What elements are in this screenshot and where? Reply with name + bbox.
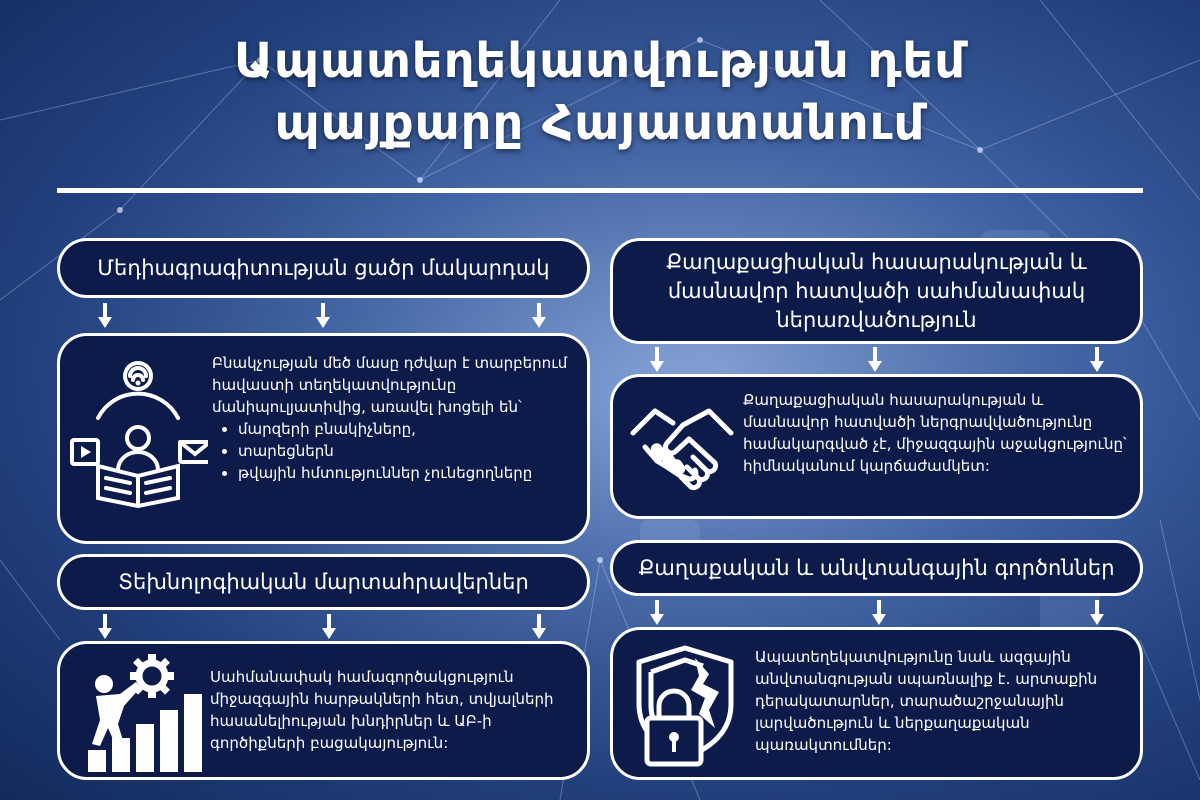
arrow-down-icon [96,303,114,329]
civil-society-text: Քաղաքացիական հասարակության և մասնավոր հատվածի ներգրավվածությունը համակարգված չէ, միջազգային աջակցությունը՝ հիմնականում կարճաժամկետ: [743,391,1127,475]
handshake-icon [627,393,737,503]
page-title [0,30,1200,154]
arrow-down-icon [314,303,332,329]
civil-society-heading-line-3: ներառվածություն [776,307,977,332]
civil-society-heading-line-1: Քաղաքացիական հասարակության և [666,249,1087,274]
list-item: • տարեցներն [238,440,584,462]
civil-society-card [610,374,1143,519]
list-item: • թվային հմտություններ չունեցողները [238,462,584,484]
technology-heading [57,554,590,610]
security-heading-text: Քաղաքական և անվտանգային գործոններ [638,555,1115,580]
arrow-down-icon [870,600,888,626]
arrow-down-icon [648,347,666,373]
reader-with-media-icons [68,358,208,508]
technology-heading-text: Տեխնոլոգիական մարտահրավերներ [118,569,529,594]
technology-text: Սահմանափակ համագործակցություն միջազգային հարթակների հետ, տվյալների հասանելիության խնդիրներ և ԱԲ-ի գործիքների բացակայություն: [210,668,554,752]
security-card [610,627,1143,780]
title-divider [57,188,1143,193]
arrow-down-icon [320,614,338,640]
media-literacy-bullets [238,418,584,484]
technology-card [57,641,590,780]
title-line-2: պայքարը Հայաստանում [274,95,926,151]
security-heading [610,540,1143,596]
media-literacy-heading-text: Մեդիագրագիտության ցածր մակարդակ [97,255,550,280]
title-line-1: Ապատեղեկատվության դեմ [233,33,967,89]
arrow-down-icon [1088,600,1106,626]
media-literacy-text: Բնակչության մեծ մասը դժվար է տարբերում հավաստի տեղեկատվությունը մանիպուլյատիվից, առավել խոցելի են՝ [212,354,568,416]
media-literacy-heading [57,238,590,298]
arrow-down-icon [530,303,548,329]
broken-shield-lock-icon [629,644,741,772]
list-item: • մարզերի բնակիչները, [238,418,584,440]
media-literacy-card [57,333,590,544]
security-text: Ապատեղեկատվությունը նաև ազգային անվտանգության սպառնալիք է․ արտաքին դերակատարներ, տարածաշրջանային լարվածություն և ներքաղաքական պառակտումներ: [755,648,1098,754]
arrow-down-icon [530,614,548,640]
arrow-down-icon [866,347,884,373]
civil-society-heading-line-2: մասնավոր հատվածի սահմանափակ [667,278,1086,303]
arrow-down-icon [96,614,114,640]
person-pushing-gear-icon [80,654,210,774]
civil-society-heading [610,238,1143,344]
arrow-down-icon [1088,347,1106,373]
arrow-down-icon [648,600,666,626]
